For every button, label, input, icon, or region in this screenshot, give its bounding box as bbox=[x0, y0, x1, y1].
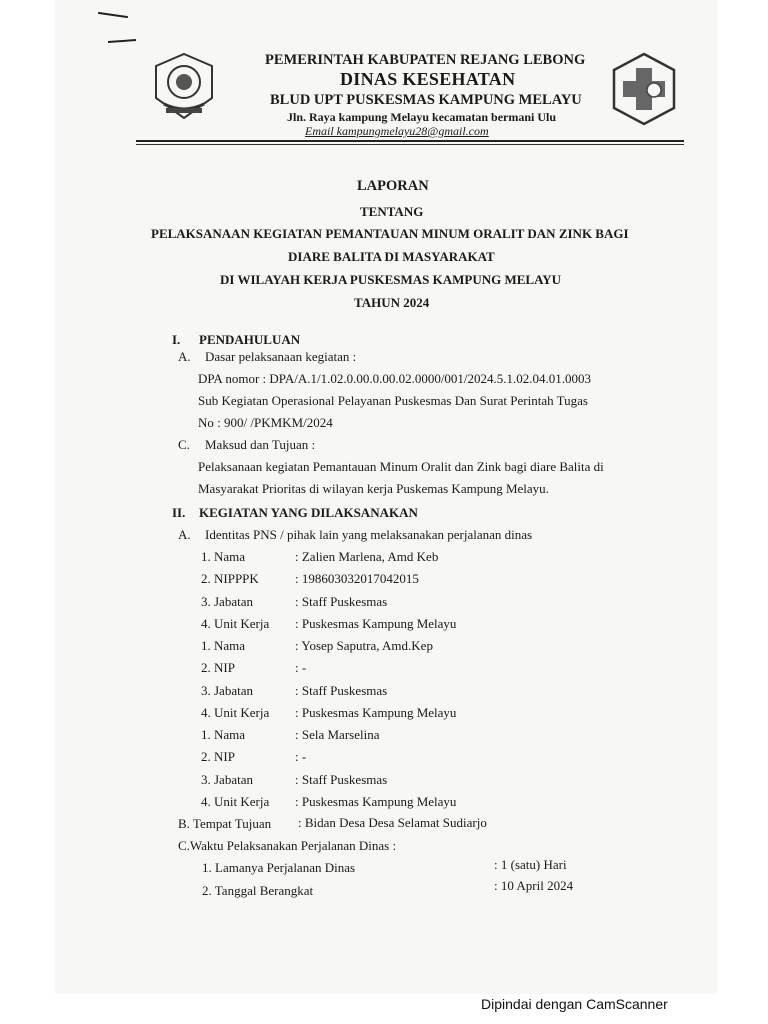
schedule-label: 2. Tanggal Berangkat bbox=[202, 883, 314, 898]
regency-emblem-logo bbox=[152, 52, 216, 122]
item-label: C. bbox=[178, 437, 190, 452]
header-unit: BLUD UPT PUSKESMAS KAMPUNG MELAYU bbox=[270, 92, 582, 108]
header-rule-thick bbox=[136, 140, 684, 142]
identity-label: 1. Nama bbox=[201, 638, 246, 653]
doc-subject-line3: DI WILAYAH KERJA PUSKESMAS KAMPUNG MELAYU bbox=[220, 272, 562, 287]
purpose-paragraph-line2: Masyarakat Prioritas di wilayan kerja Puskemas Kampung Melayu. bbox=[198, 481, 549, 496]
identity-value: : Sela Marselina bbox=[295, 727, 380, 742]
section-number: I. bbox=[172, 332, 181, 347]
header-government: PEMERINTAH KABUPATEN REJANG LEBONG bbox=[265, 52, 586, 68]
identity-label: 4. Unit Kerja bbox=[201, 616, 270, 631]
identity-label: 4. Unit Kerja bbox=[201, 705, 270, 720]
identity-value: : - bbox=[295, 660, 307, 675]
item-text: Maksud dan Tujuan : bbox=[205, 437, 316, 452]
identity-value: : Staff Puskesmas bbox=[295, 772, 388, 787]
puskesmas-logo bbox=[610, 52, 678, 126]
identity-label: 2. NIP bbox=[201, 749, 235, 764]
dpa-number: DPA nomor : DPA/A.1/1.02.0.00.0.00.02.0000/001/2024.5.1.02.04.01.0003 bbox=[198, 371, 592, 386]
identity-value: : Staff Puskesmas bbox=[295, 594, 388, 609]
identity-value: : 198603032017042015 bbox=[295, 571, 419, 586]
section-heading: KEGIATAN YANG DILAKSANAKAN bbox=[199, 505, 418, 520]
task-number: No : 900/ /PKMKM/2024 bbox=[198, 415, 333, 430]
identity-value: : Puskesmas Kampung Melayu bbox=[295, 794, 457, 809]
destination-value: : Bidan Desa Desa Selamat Sudiarjo bbox=[298, 815, 487, 830]
section-heading: PENDAHULUAN bbox=[199, 332, 301, 347]
schedule-value: : 10 April 2024 bbox=[494, 878, 574, 893]
purpose-paragraph-line1: Pelaksanaan kegiatan Pemantauan Minum Oralit dan Zink bagi diare Balita di bbox=[198, 459, 604, 474]
destination-label: B. Tempat Tujuan bbox=[178, 816, 272, 831]
doc-subtitle: TENTANG bbox=[360, 204, 424, 219]
identity-label: 1. Nama bbox=[201, 549, 246, 564]
schedule-value: : 1 (satu) Hari bbox=[494, 857, 567, 872]
identity-label: 2. NIP bbox=[201, 660, 235, 675]
doc-title: LAPORAN bbox=[357, 178, 429, 194]
item-text: Dasar pelaksanaan kegiatan : bbox=[205, 349, 357, 364]
item-label: A. bbox=[178, 349, 191, 364]
identity-value: : Puskesmas Kampung Melayu bbox=[295, 616, 457, 631]
schedule-label: 1. Lamanya Perjalanan Dinas bbox=[202, 860, 356, 875]
header-address: Jln. Raya kampung Melayu kecamatan bermani Ulu bbox=[287, 110, 557, 124]
identity-label: 4. Unit Kerja bbox=[201, 794, 270, 809]
identity-value: : Puskesmas Kampung Melayu bbox=[295, 705, 457, 720]
header-email: Email kampungmelayu28@gmail.com bbox=[305, 124, 489, 138]
item-text: Identitas PNS / pihak lain yang melaksanakan perjalanan dinas bbox=[205, 527, 533, 542]
doc-year: TAHUN 2024 bbox=[354, 295, 430, 310]
identity-value: : - bbox=[295, 749, 307, 764]
section-number: II. bbox=[172, 505, 186, 520]
scanner-watermark: Dipindai dengan CamScanner bbox=[481, 996, 668, 1012]
item-label: A. bbox=[178, 527, 191, 542]
identity-label: 1. Nama bbox=[201, 727, 246, 742]
identity-value: : Yosep Saputra, Amd.Kep bbox=[295, 638, 433, 653]
identity-label: 3. Jabatan bbox=[201, 772, 253, 787]
schedule-heading: C.Waktu Pelaksanakan Perjalanan Dinas : bbox=[178, 838, 397, 853]
sub-activity: Sub Kegiatan Operasional Pelayanan Puskesmas Dan Surat Perintah Tugas bbox=[198, 393, 588, 408]
doc-subject-line2: DIARE BALITA DI MASYARAKAT bbox=[288, 249, 495, 264]
identity-value: : Staff Puskesmas bbox=[295, 683, 388, 698]
doc-subject-line1: PELAKSANAAN KEGIATAN PEMANTAUAN MINUM ORALIT DAN ZINK BAGI bbox=[151, 226, 629, 241]
identity-label: 3. Jabatan bbox=[201, 594, 253, 609]
identity-label: 3. Jabatan bbox=[201, 683, 253, 698]
identity-label: 2. NIPPPK bbox=[201, 571, 259, 586]
identity-value: : Zalien Marlena, Amd Keb bbox=[295, 549, 439, 564]
header-department: DINAS KESEHATAN bbox=[340, 69, 516, 89]
header-rule-thin bbox=[136, 144, 684, 145]
